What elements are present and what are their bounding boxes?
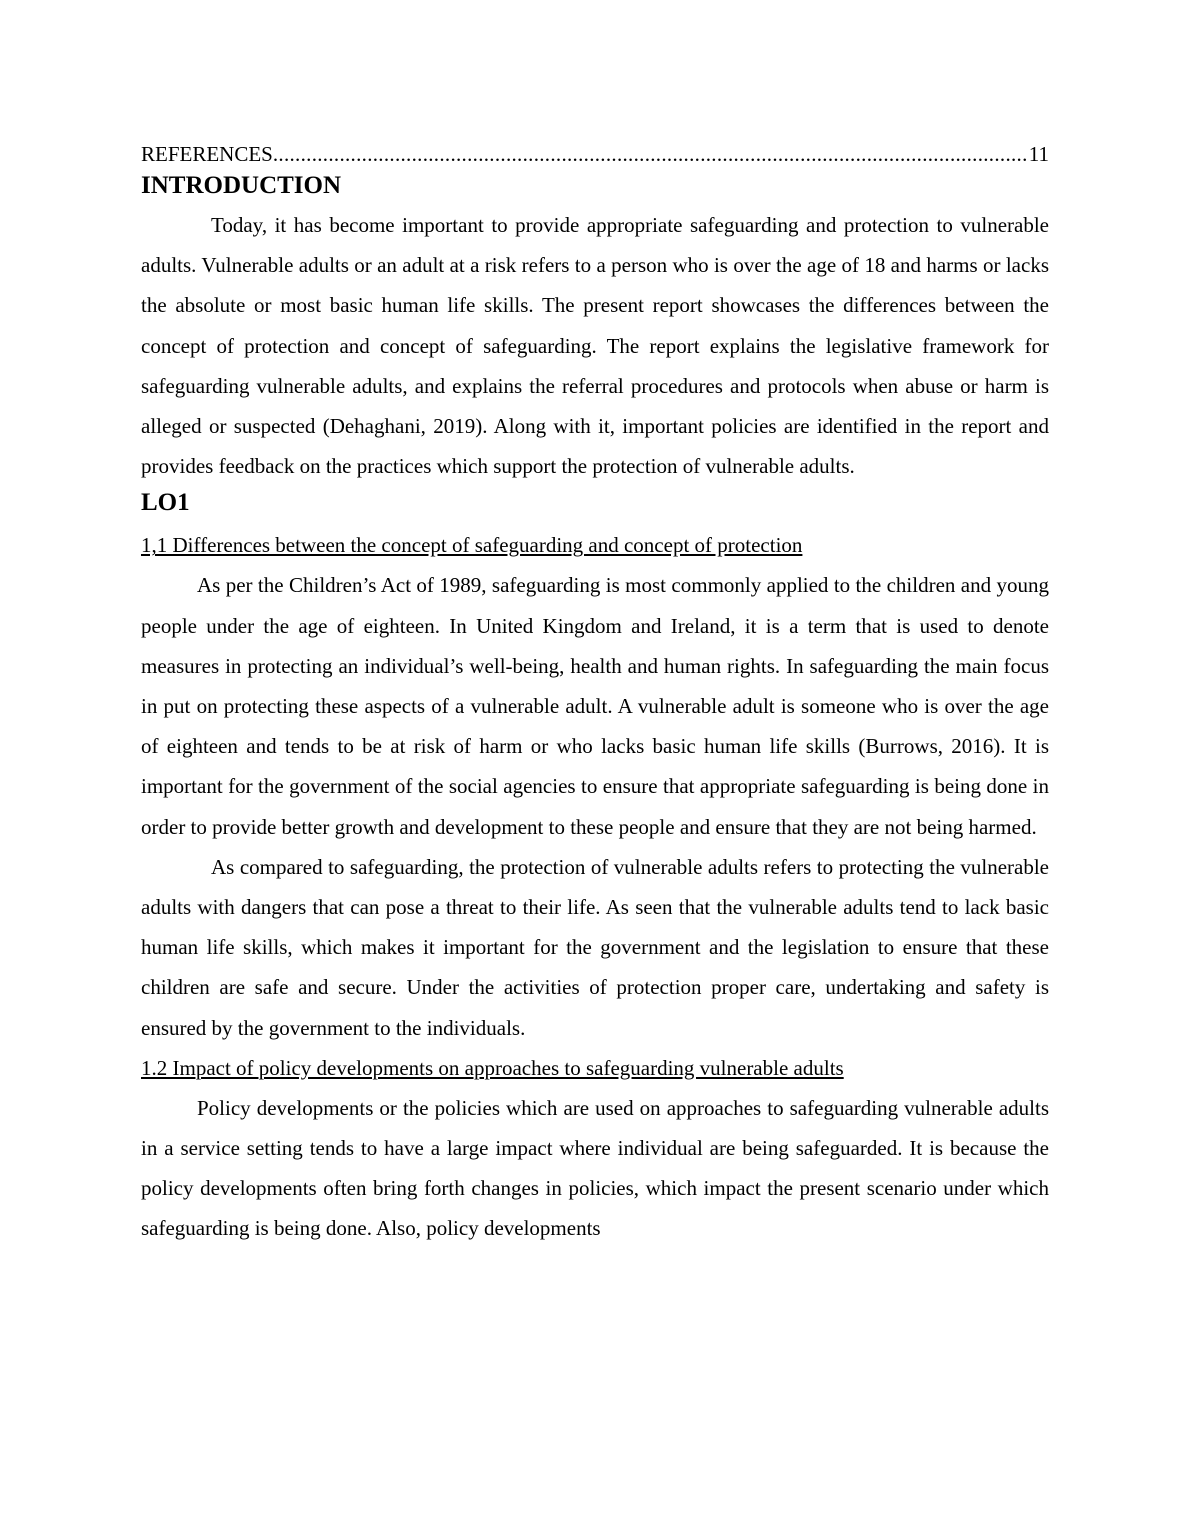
toc-entry-page-number: 11 [1028,142,1049,166]
section-1-2-title: 1.2 Impact of policy developments on approaches to safeguarding vulnerable adults [141,1055,844,1080]
toc-dot-leader [273,139,1029,169]
document-page [141,139,1049,1249]
introduction-paragraph: Today, it has become important to provide appropriate safeguarding and protection to vulnerable adults. Vulnerable adults or an adult at a risk refers to a person who is over the age of 18 and harms or lacks the absolute or most basic human life skills. The present report showcases the differences between the concept of protection and concept of safeguarding. The report explains the legislative framework for safeguarding vulnerable adults, and explains the referral procedures and protocols when abuse or harm is alleged or suspected (Dehaghani, 2019). Along with it, important policies are identified in the report and provides feedback on the practices which support the protection of vulnerable adults. [141,213,1049,479]
section-1-1-paragraph-1: As per the Children’s Act of 1989, safeguarding is most commonly applied to the children and young people under the age of eighteen. In United Kingdom and Ireland, it is a term that is used to denote measures in protecting an individual’s well-being, health and human rights. In safeguarding the main focus in put on protecting these aspects of a vulnerable adult. A vulnerable adult is someone who is over the age of eighteen and tends to be at risk of harm or who lacks basic human life skills (Burrows, 2016). It is important for the government of the social agencies to ensure that appropriate safeguarding is being done in order to provide better growth and development to these people and ensure that they are not being harmed. [141,573,1049,839]
toc-entry-references[interactable] [141,139,1049,169]
section-1-2-paragraph: Policy developments or the policies which are used on approaches to safeguarding vulnerable adults in a service setting tends to have a large impact where individual are being safeguarded. It is because the policy developments often bring forth changes in policies, which impact the present scenario under which safeguarding is being done. Also, policy developments [141,1095,1049,1241]
section-1-1-paragraph-2: As compared to safeguarding, the protection of vulnerable adults refers to protecting the vulnerable adults with dangers that can pose a threat to their life. As seen that the vulnerable adults tend to lack basic human life skills, which makes it important for the government and the legislation to ensure that these children are safe and secure. Under the activities of protection proper care, undertaking and safety is ensured by the government to the individuals. [141,854,1049,1040]
toc-entry-label: REFERENCES [141,142,273,166]
introduction-heading: INTRODUCTION [141,172,342,199]
section-1-1-title: 1,1 Differences between the concept of safeguarding and concept of protection [141,533,803,558]
lo1-heading: LO1 [141,489,190,517]
